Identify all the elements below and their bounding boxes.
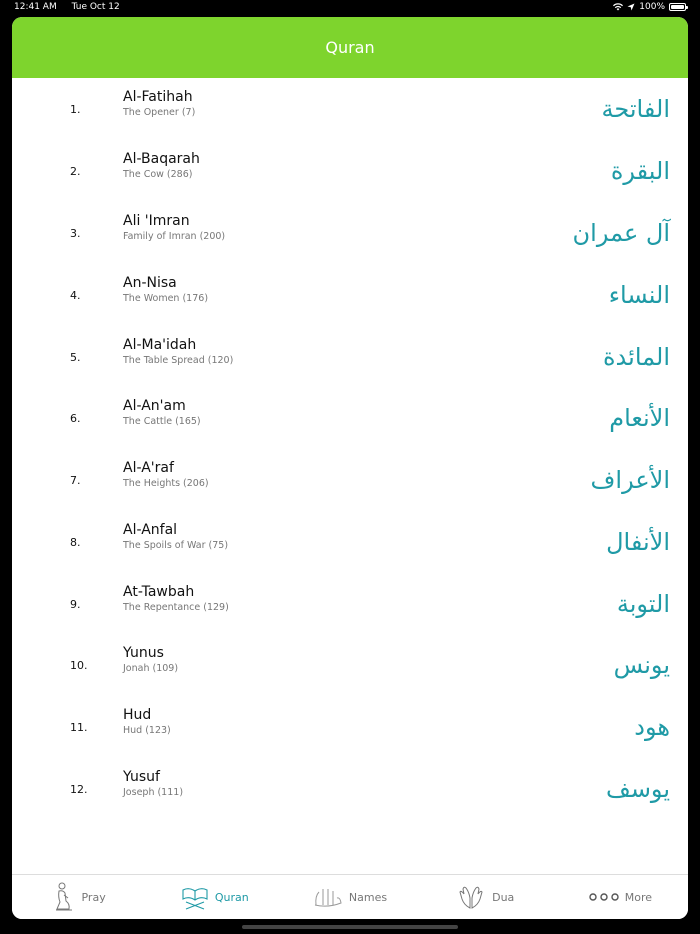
surah-names	[123, 521, 228, 553]
surah-arabic-name: الفاتحة	[601, 95, 670, 123]
surah-number: 3.	[70, 226, 81, 240]
tab-label: Quran	[214, 890, 249, 904]
surah-number: 10.	[70, 658, 88, 672]
surah-meaning: Hud (123)	[123, 725, 171, 736]
surah-row-2[interactable]	[12, 140, 688, 202]
surah-name: At-Tawbah	[123, 584, 195, 600]
surah-row-11[interactable]	[12, 696, 688, 758]
surah-meaning: The Women (176)	[123, 293, 209, 304]
tab-label: Names	[348, 890, 388, 904]
surah-name: Yusuf	[123, 769, 160, 785]
surah-names	[123, 583, 229, 615]
tab-label: More	[624, 890, 653, 904]
surah-arabic-name: الأنعام	[609, 404, 670, 432]
battery-icon	[669, 3, 686, 11]
surah-name: Al-Baqarah	[123, 151, 200, 167]
status-right	[613, 2, 686, 12]
surah-names	[123, 212, 225, 244]
surah-names	[123, 150, 200, 182]
surah-name: Al-Fatihah	[123, 89, 193, 105]
surah-names	[123, 644, 178, 676]
surah-names	[123, 274, 208, 306]
surah-arabic-name: آل عمران	[572, 219, 670, 247]
surah-number: 2.	[70, 164, 81, 178]
surah-number: 4.	[70, 288, 81, 302]
surah-number: 9.	[70, 597, 81, 611]
tab-bar	[12, 874, 688, 919]
surah-meaning: The Spoils of War (75)	[123, 540, 229, 551]
surah-row-5[interactable]	[12, 326, 688, 388]
surah-number: 5.	[70, 350, 81, 364]
surah-row-9[interactable]	[12, 573, 688, 635]
surah-arabic-name: التوبة	[616, 590, 670, 618]
surah-arabic-name: هود	[634, 713, 670, 741]
surah-row-4[interactable]	[12, 264, 688, 326]
surah-name: Ali 'Imran	[123, 213, 190, 229]
surah-name: Al-Ma'idah	[123, 337, 197, 353]
more-dots-icon	[589, 892, 619, 902]
surah-meaning: The Cattle (165)	[123, 416, 201, 427]
status-left	[14, 2, 132, 12]
quran-icon	[181, 884, 209, 910]
surah-meaning: Jonah (109)	[123, 663, 179, 674]
surah-name: Al-An'am	[123, 398, 186, 414]
surah-row-6[interactable]	[12, 387, 688, 449]
tab-label: Pray	[81, 890, 106, 904]
surah-names	[123, 459, 209, 491]
surah-meaning: Joseph (111)	[123, 787, 184, 798]
surah-name: An-Nisa	[123, 275, 177, 291]
home-indicator[interactable]	[242, 925, 458, 929]
status-bar	[0, 0, 700, 14]
surah-name: Hud	[123, 707, 152, 723]
surah-row-3[interactable]	[12, 202, 688, 264]
surah-name: Al-Anfal	[123, 522, 178, 538]
surah-arabic-name: البقرة	[610, 157, 670, 185]
surah-meaning: The Cow (286)	[123, 169, 193, 180]
surah-arabic-name: يوسف	[605, 775, 670, 803]
surah-number: 8.	[70, 535, 81, 549]
surah-arabic-name: الأنفال	[606, 528, 670, 556]
surah-number: 6.	[70, 411, 81, 425]
allah-calligraphy-icon	[313, 886, 343, 908]
tab-names[interactable]	[282, 875, 417, 919]
surah-names	[123, 706, 171, 738]
surah-meaning: The Table Spread (120)	[123, 355, 234, 366]
surah-number: 11.	[70, 720, 88, 734]
surah-meaning: The Repentance (129)	[123, 602, 229, 613]
status-time: 12:41 AM	[14, 2, 57, 12]
surah-names	[123, 336, 233, 368]
surah-row-7[interactable]	[12, 449, 688, 511]
page-title: Quran	[325, 38, 375, 57]
surah-row-1[interactable]	[12, 78, 688, 140]
surah-list[interactable]	[12, 78, 688, 874]
surah-arabic-name: النساء	[608, 281, 670, 309]
surah-number: 12.	[70, 782, 88, 796]
tab-label: Dua	[492, 890, 515, 904]
surah-name: Al-A'raf	[123, 460, 174, 476]
surah-arabic-name: يونس	[613, 651, 670, 679]
surah-arabic-name: المائدة	[602, 343, 670, 371]
battery-percent: 100%	[639, 2, 665, 12]
navigation-bar	[12, 17, 688, 78]
tab-more[interactable]	[553, 875, 688, 919]
surah-name: Yunus	[123, 645, 164, 661]
surah-number: 1.	[70, 102, 81, 116]
dua-hands-icon	[456, 884, 486, 910]
surah-meaning: The Opener (7)	[123, 107, 196, 118]
pray-icon	[53, 882, 75, 912]
surah-meaning: The Heights (206)	[123, 478, 209, 489]
status-date: Tue Oct 12	[71, 2, 120, 12]
tab-dua[interactable]	[418, 875, 553, 919]
wifi-icon	[613, 3, 623, 11]
tab-pray[interactable]	[12, 875, 147, 919]
surah-row-10[interactable]	[12, 634, 688, 696]
location-arrow-icon	[627, 3, 635, 11]
surah-row-8[interactable]	[12, 511, 688, 573]
surah-names	[123, 88, 195, 120]
tab-quran[interactable]	[147, 875, 282, 919]
surah-arabic-name: الأعراف	[590, 466, 670, 494]
surah-row-12[interactable]	[12, 758, 688, 820]
surah-number: 7.	[70, 473, 81, 487]
app-window	[12, 17, 688, 919]
surah-meaning: Family of Imran (200)	[123, 231, 226, 242]
surah-names	[123, 768, 183, 800]
surah-names	[123, 397, 201, 429]
